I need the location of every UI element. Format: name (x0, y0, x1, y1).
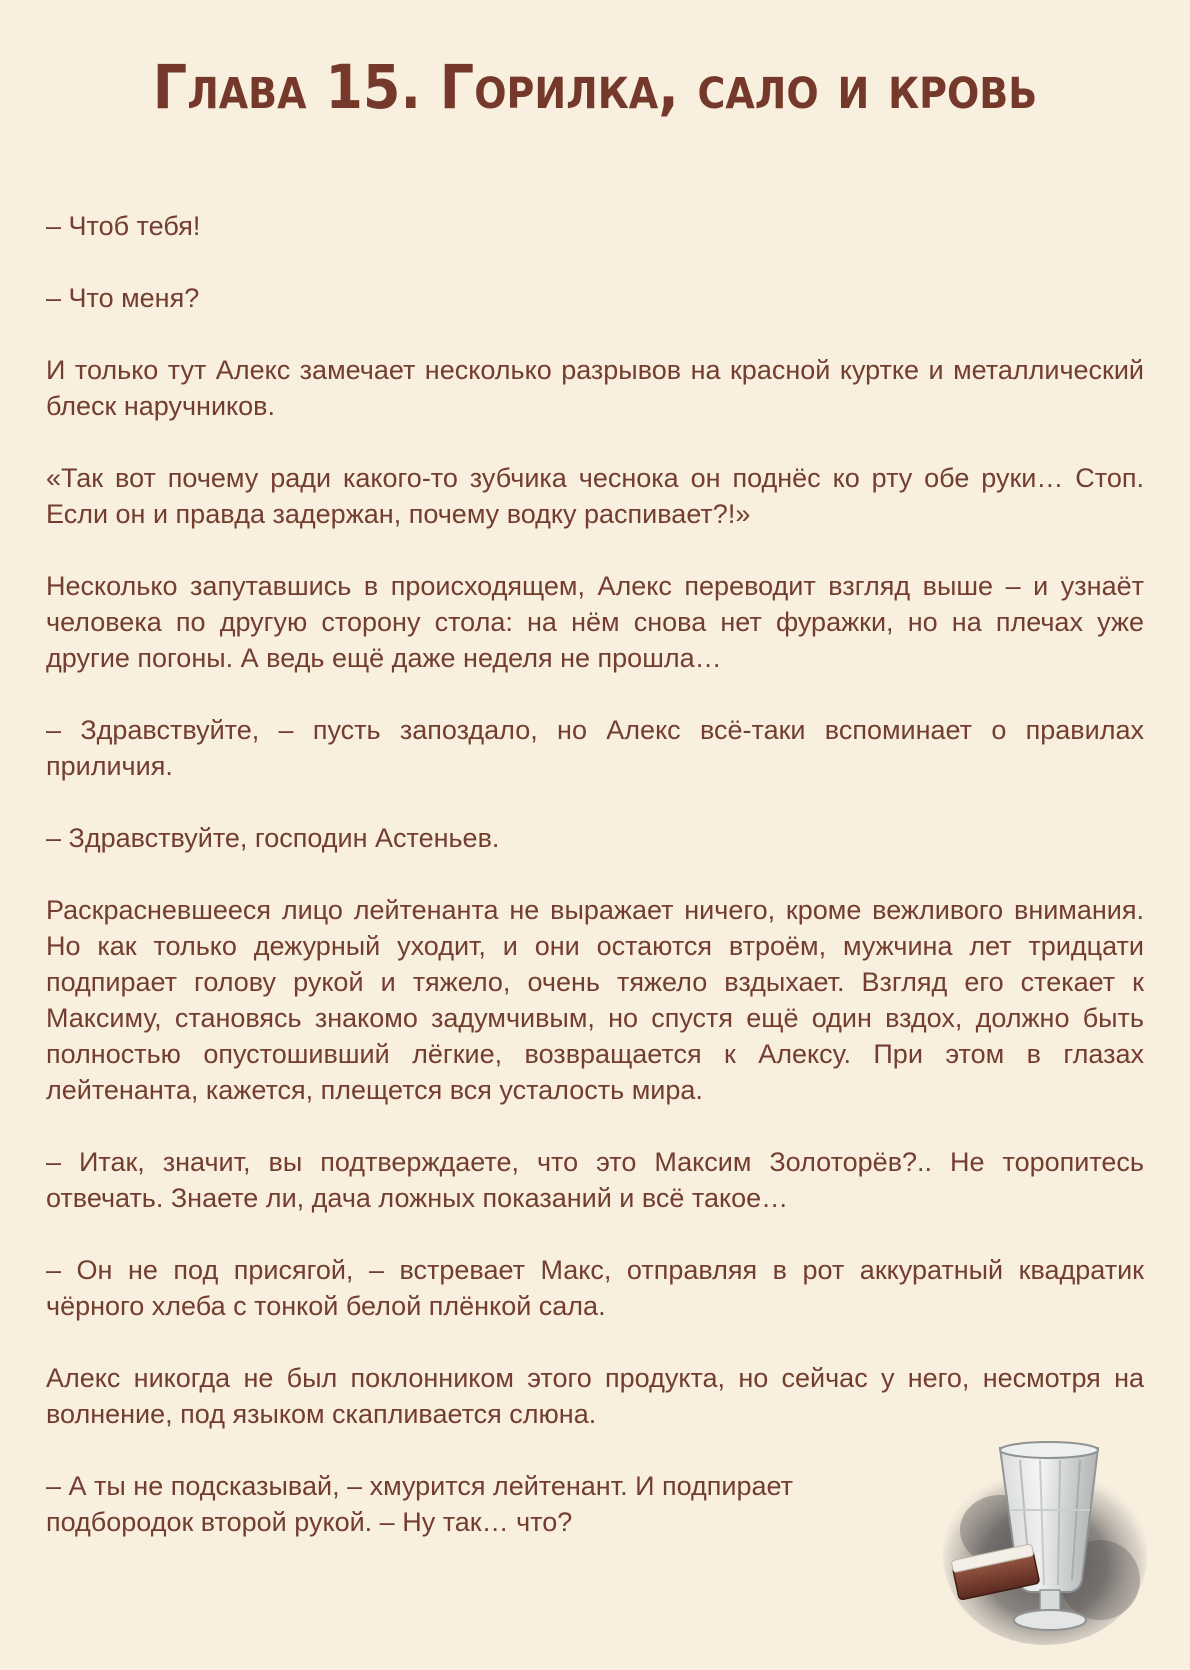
paragraph: Несколько запутавшись в происходящем, Алекс переводит взгляд выше – и узнаёт человека по другую сторону стола: на нём снова нет фуражки, но на плечах уже другие погоны. А ведь ещё даже неделя не прошла… (46, 571, 1144, 673)
chapter-body (46, 208, 1144, 1576)
illustration-graphic (940, 1430, 1150, 1650)
paragraph: – Здравствуйте, господин Астеньев. (46, 823, 500, 853)
paragraph: – Что меня? (46, 283, 200, 313)
paragraph: – Он не под присягой, – встревает Макс, отправляя в рот аккуратный квадратик чёрного хлеба с тонкой белой плёнкой сала. (46, 1255, 1144, 1321)
paragraph: Раскрасневшееся лицо лейтенанта не выражает ничего, кроме вежливого внимания. Но как только дежурный уходит, и они остаются втроём, мужчина лет тридцати подпирает голову рукой и тяжело, очень тяжело вздыхает. Взгляд его стекает к Максиму, становясь знакомо задумчивым, но спустя ещё один вздох, должно быть полностью опустошивший лёгкие, возвращается к Алексу. При этом в глазах лейтенанта, кажется, плещется вся усталость мира. (46, 895, 1144, 1105)
paragraph: «Так вот почему ради какого-то зубчика чеснока он поднёс ко рту обе руки… Стоп. Если он и правда задержан, почему водку распивает?!» (46, 463, 1144, 529)
paragraph: – Чтоб тебя! (46, 211, 201, 241)
paragraph: – А ты не подсказывай, – хмурится лейтенант. И подпирает подбородок второй рукой. – Ну так… что? (46, 1471, 794, 1537)
shot-glass-and-bread-illustration (940, 1430, 1150, 1650)
paragraph: – Здравствуйте, – пусть запоздало, но Алекс всё-таки вспоминает о правилах приличия. (46, 715, 1144, 781)
paragraph: – Итак, значит, вы подтверждаете, что это Максим Золоторёв?.. Не торопитесь отвечать. Знаете ли, дача ложных показаний и всё такое… (46, 1147, 1144, 1213)
chapter-title: Глава 15. Горилка, сало и кровь (152, 52, 1038, 123)
paragraph: Алекс никогда не был поклонником этого продукта, но сейчас у него, несмотря на волнение, под языком скапливается слюна. (46, 1363, 1144, 1429)
paragraph: И только тут Алекс замечает несколько разрывов на красной куртке и металлический блеск наручников. (46, 355, 1144, 421)
